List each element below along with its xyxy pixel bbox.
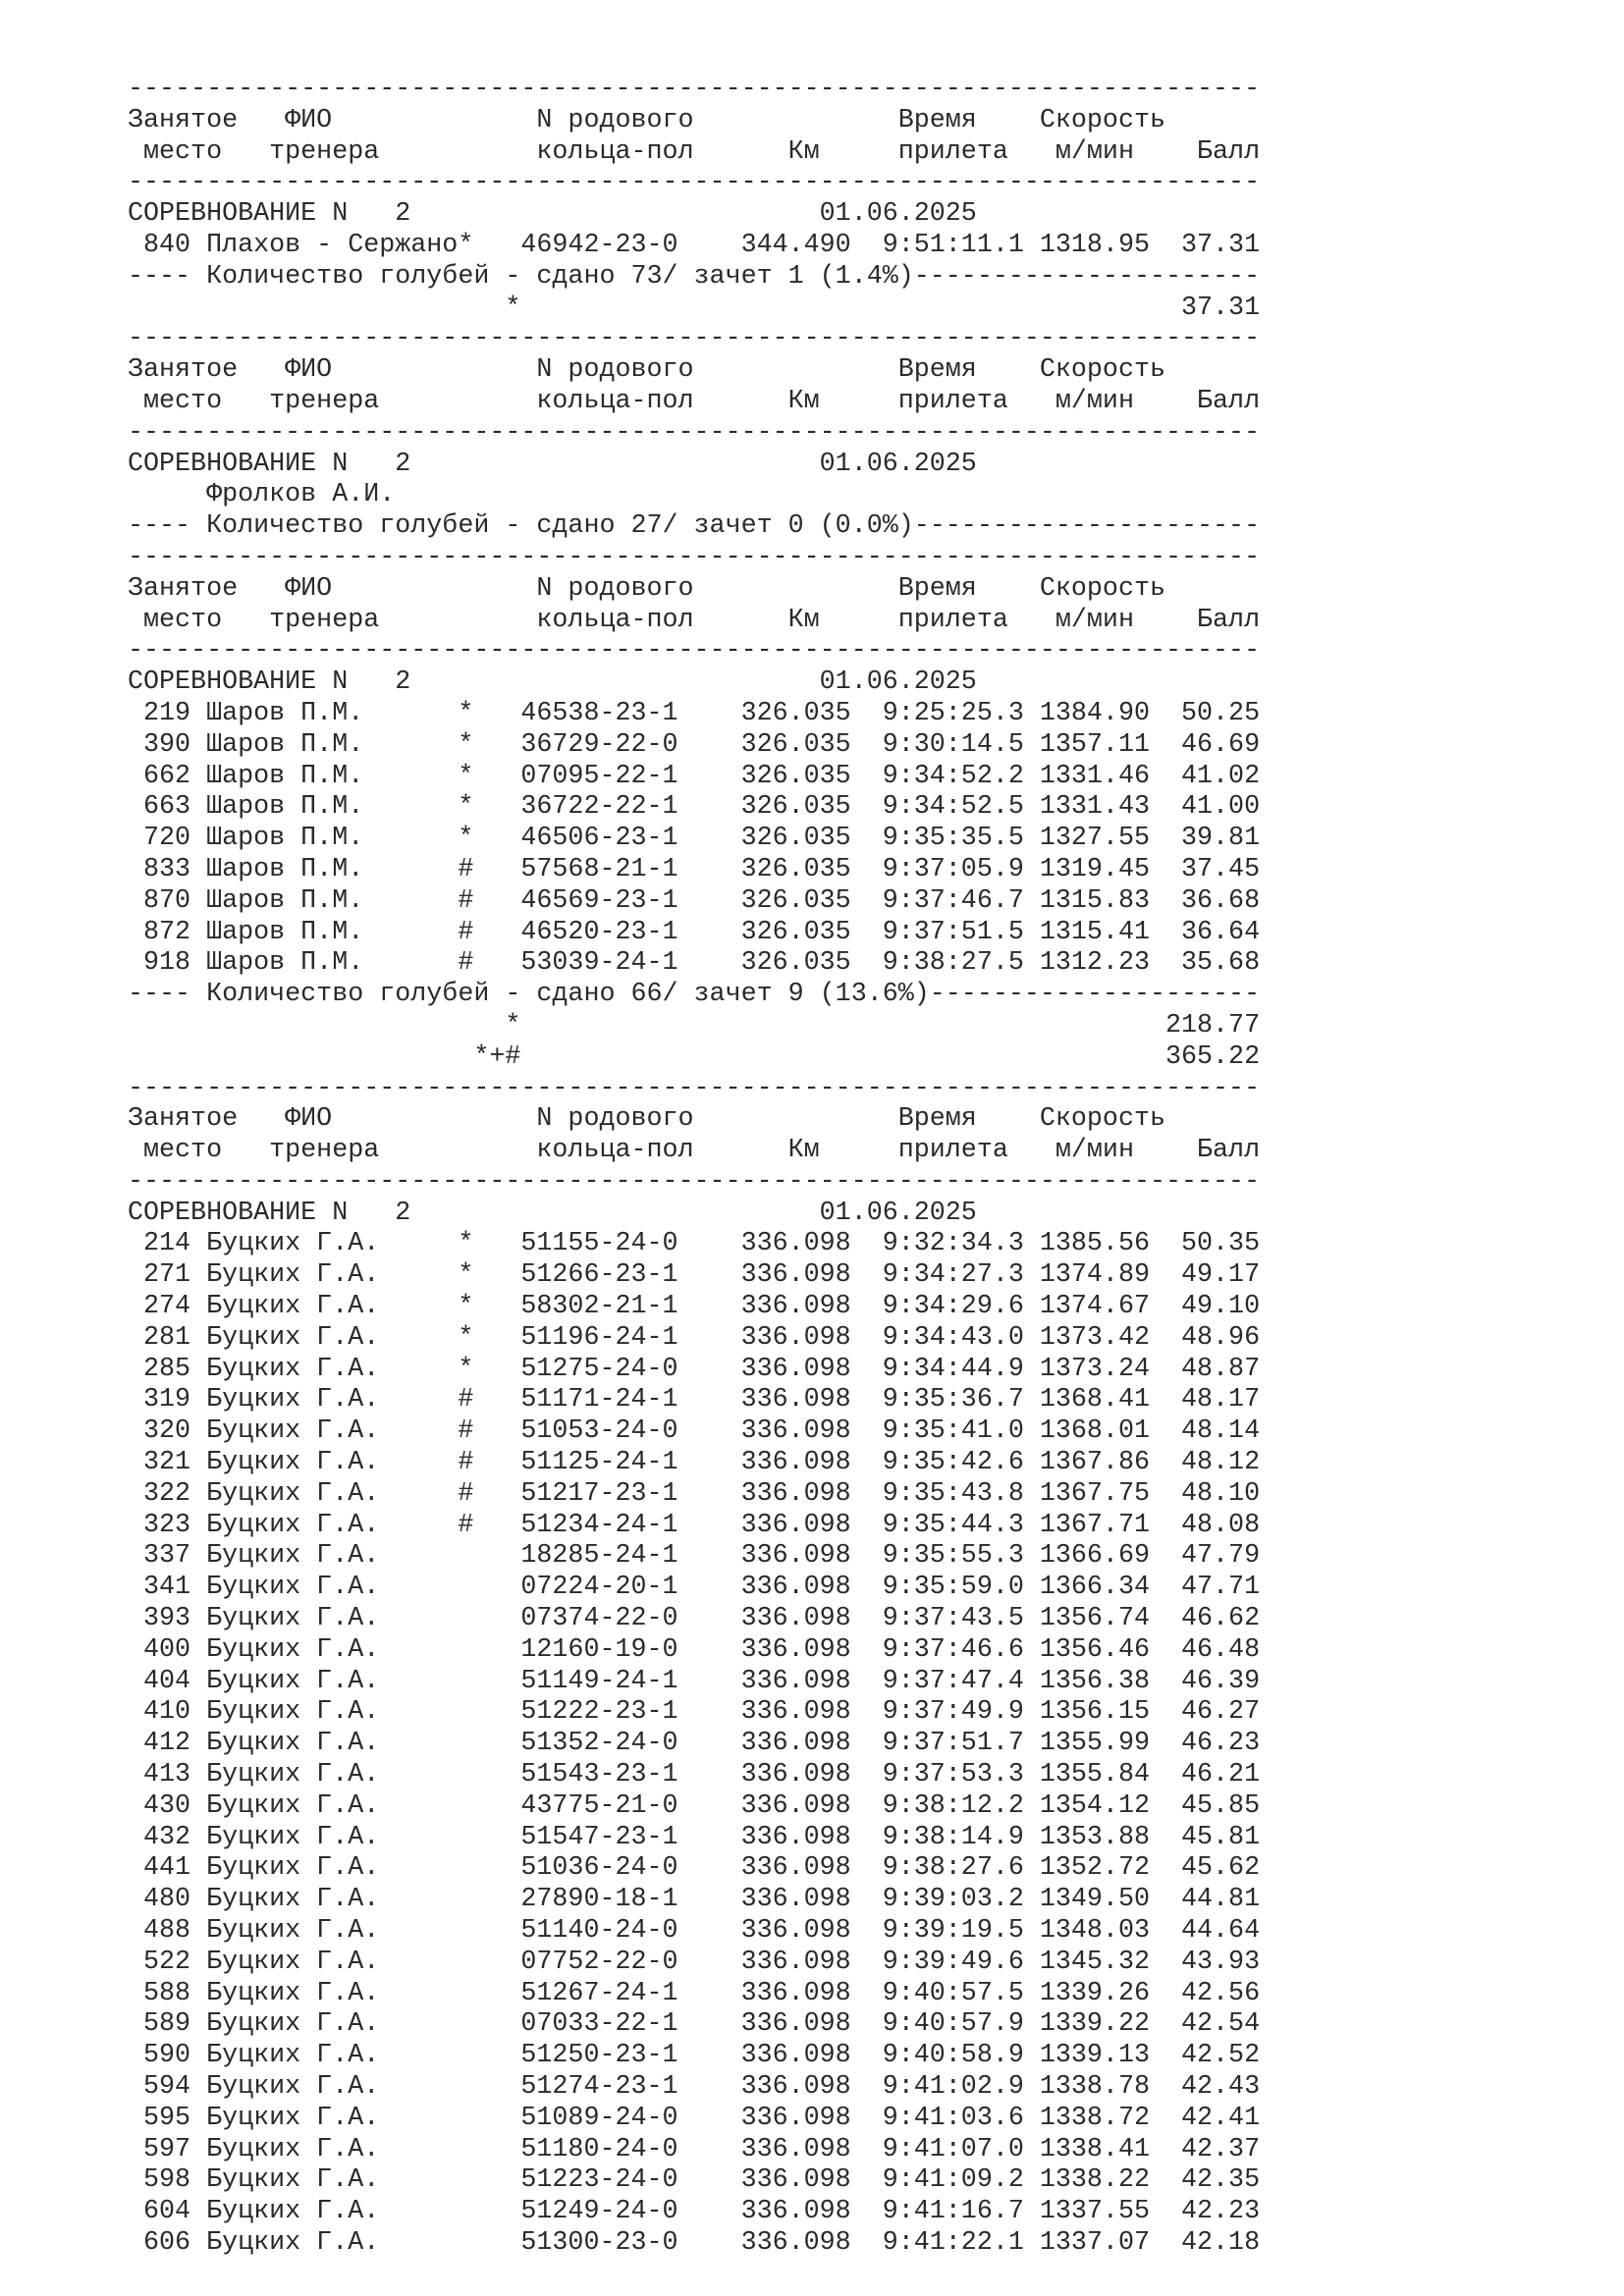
result-row: 589 Буцких Г.А. 07033-22-1 336.098 9:40:57.9 1339.22 42.54	[128, 2009, 1261, 2040]
result-row: 441 Буцких Г.А. 51036-24-0 336.098 9:38:27.6 1352.72 45.62	[128, 1853, 1261, 1884]
result-row: 606 Буцких Г.А. 51300-23-0 336.098 9:41:22.1 1337.07 42.18	[128, 2227, 1261, 2258]
result-row: 662 Шаров П.М. * 07095-22-1 326.035 9:34:52.2 1331.46 41.02	[128, 761, 1261, 791]
result-row: 590 Буцких Г.А. 51250-23-1 336.098 9:40:58.9 1339.13 42.52	[128, 2041, 1261, 2071]
result-row: 870 Шаров П.М. # 46569-23-1 326.035 9:37:46.7 1315.83 36.68	[128, 885, 1261, 916]
result-row: 323 Буцких Г.А. # 51234-24-1 336.098 9:35:44.3 1367.71 48.08	[128, 1510, 1261, 1540]
total-line: * 218.77	[128, 1010, 1261, 1041]
separator-line: ------------------------------------------------------------------------	[128, 542, 1261, 572]
column-header-line: Занятое ФИО N родового Время Скорость	[128, 355, 1165, 386]
participant-line: Фролков А.И.	[128, 480, 396, 510]
total-line: * 37.31	[128, 293, 1261, 323]
summary-line: ---- Количество голубей - сдано 66/ зачет 9 (13.6%)---------------------	[128, 980, 1261, 1010]
separator-line: ------------------------------------------------------------------------	[128, 1166, 1261, 1197]
competition-header: СОРЕВНОВАНИЕ N 2 01.06.2025	[128, 199, 977, 230]
result-row: 663 Шаров П.М. * 36722-22-1 326.035 9:34:52.5 1331.43 41.00	[128, 792, 1261, 823]
competition-header: СОРЕВНОВАНИЕ N 2 01.06.2025	[128, 449, 977, 479]
column-header-line: место тренера кольца-пол Км прилета м/мин Балл	[128, 386, 1261, 416]
total-line: *+# 365.22	[128, 1041, 1261, 1072]
result-row: 597 Буцких Г.А. 51180-24-0 336.098 9:41:07.0 1338.41 42.37	[128, 2134, 1261, 2164]
result-row: 413 Буцких Г.А. 51543-23-1 336.098 9:37:53.3 1355.84 46.21	[128, 1760, 1261, 1790]
result-row: 281 Буцких Г.А. * 51196-24-1 336.098 9:34:43.0 1373.42 48.96	[128, 1322, 1261, 1353]
result-row: 214 Буцких Г.А. * 51155-24-0 336.098 9:32:34.3 1385.56 50.35	[128, 1229, 1261, 1259]
result-row: 833 Шаров П.М. # 57568-21-1 326.035 9:37:05.9 1319.45 37.45	[128, 854, 1261, 884]
separator-line: ------------------------------------------------------------------------	[128, 324, 1261, 354]
result-row: 341 Буцких Г.А. 07224-20-1 336.098 9:35:59.0 1366.34 47.71	[128, 1573, 1261, 1603]
column-header-line: место тренера кольца-пол Км прилета м/мин Балл	[128, 136, 1261, 167]
result-row: 522 Буцких Г.А. 07752-22-0 336.098 9:39:49.6 1345.32 43.93	[128, 1947, 1261, 1977]
result-row: 320 Буцких Г.А. # 51053-24-0 336.098 9:35:41.0 1368.01 48.14	[128, 1416, 1261, 1447]
result-row: 480 Буцких Г.А. 27890-18-1 336.098 9:39:03.2 1349.50 44.81	[128, 1885, 1261, 1915]
result-row: 322 Буцких Г.А. # 51217-23-1 336.098 9:35:43.8 1367.75 48.10	[128, 1478, 1261, 1509]
result-row: 274 Буцких Г.А. * 58302-21-1 336.098 9:34:29.6 1374.67 49.10	[128, 1292, 1261, 1322]
results-listing	[128, 75, 1260, 2260]
result-row: 321 Буцких Г.А. # 51125-24-1 336.098 9:35:42.6 1367.86 48.12	[128, 1448, 1261, 1478]
result-row: 319 Буцких Г.А. # 51171-24-1 336.098 9:35:36.7 1368.41 48.17	[128, 1385, 1261, 1415]
result-row: 595 Буцких Г.А. 51089-24-0 336.098 9:41:03.6 1338.72 42.41	[128, 2103, 1261, 2133]
result-row: 412 Буцких Г.А. 51352-24-0 336.098 9:37:51.7 1355.99 46.23	[128, 1729, 1261, 1759]
result-row: 390 Шаров П.М. * 36729-22-0 326.035 9:30:14.5 1357.11 46.69	[128, 729, 1261, 760]
column-header-line: место тренера кольца-пол Км прилета м/мин Балл	[128, 1136, 1261, 1166]
column-header-line: Занятое ФИО N родового Время Скорость	[128, 573, 1165, 604]
separator-line: ------------------------------------------------------------------------	[128, 417, 1261, 448]
column-header-line: место тренера кольца-пол Км прилета м/мин Балл	[128, 605, 1261, 635]
separator-line: ------------------------------------------------------------------------	[128, 1073, 1261, 1103]
competition-header: СОРЕВНОВАНИЕ N 2 01.06.2025	[128, 667, 977, 698]
competition-header: СОРЕВНОВАНИЕ N 2 01.06.2025	[128, 1198, 977, 1228]
result-row: 337 Буцких Г.А. 18285-24-1 336.098 9:35:55.3 1366.69 47.79	[128, 1541, 1261, 1572]
result-row: 598 Буцких Г.А. 51223-24-0 336.098 9:41:09.2 1338.22 42.35	[128, 2165, 1261, 2196]
result-row: 404 Буцких Г.А. 51149-24-1 336.098 9:37:47.4 1356.38 46.39	[128, 1666, 1261, 1696]
result-row: 588 Буцких Г.А. 51267-24-1 336.098 9:40:57.5 1339.26 42.56	[128, 1978, 1261, 2008]
summary-line: ---- Количество голубей - сдано 73/ зачет 1 (1.4%)----------------------	[128, 261, 1261, 292]
result-row: 594 Буцких Г.А. 51274-23-1 336.098 9:41:02.9 1338.78 42.43	[128, 2072, 1261, 2102]
result-row: 400 Буцких Г.А. 12160-19-0 336.098 9:37:46.6 1356.46 46.48	[128, 1634, 1261, 1665]
separator-line: ------------------------------------------------------------------------	[128, 168, 1261, 198]
column-header-line: Занятое ФИО N родового Время Скорость	[128, 1104, 1165, 1135]
separator-line: ------------------------------------------------------------------------	[128, 636, 1261, 667]
column-header-line: Занятое ФИО N родового Время Скорость	[128, 105, 1165, 135]
summary-line: ---- Количество голубей - сдано 27/ зачет 0 (0.0%)----------------------	[128, 511, 1261, 542]
separator-line: ------------------------------------------------------------------------	[128, 75, 1261, 104]
result-row: 285 Буцких Г.А. * 51275-24-0 336.098 9:34:44.9 1373.24 48.87	[128, 1354, 1261, 1384]
result-row: 918 Шаров П.М. # 53039-24-1 326.035 9:38:27.5 1312.23 35.68	[128, 948, 1261, 979]
result-row: 410 Буцких Г.А. 51222-23-1 336.098 9:37:49.9 1356.15 46.27	[128, 1697, 1261, 1728]
result-row: 840 Плахов - Сержано* 46942-23-0 344.490 9:51:11.1 1318.95 37.31	[128, 230, 1261, 260]
result-row: 872 Шаров П.М. # 46520-23-1 326.035 9:37:51.5 1315.41 36.64	[128, 917, 1261, 947]
result-row: 219 Шаров П.М. * 46538-23-1 326.035 9:25:25.3 1384.90 50.25	[128, 698, 1261, 728]
result-row: 488 Буцких Г.А. 51140-24-0 336.098 9:39:19.5 1348.03 44.64	[128, 1916, 1261, 1947]
result-row: 271 Буцких Г.А. * 51266-23-1 336.098 9:34:27.3 1374.89 49.17	[128, 1260, 1261, 1291]
result-row: 720 Шаров П.М. * 46506-23-1 326.035 9:35:35.5 1327.55 39.81	[128, 824, 1261, 854]
result-row: 432 Буцких Г.А. 51547-23-1 336.098 9:38:14.9 1353.88 45.81	[128, 1822, 1261, 1852]
result-row: 430 Буцких Г.А. 43775-21-0 336.098 9:38:12.2 1354.12 45.85	[128, 1790, 1261, 1821]
result-row: 604 Буцких Г.А. 51249-24-0 336.098 9:41:16.7 1337.55 42.23	[128, 2197, 1261, 2227]
result-row: 393 Буцких Г.А. 07374-22-0 336.098 9:37:43.5 1356.74 46.62	[128, 1604, 1261, 1634]
